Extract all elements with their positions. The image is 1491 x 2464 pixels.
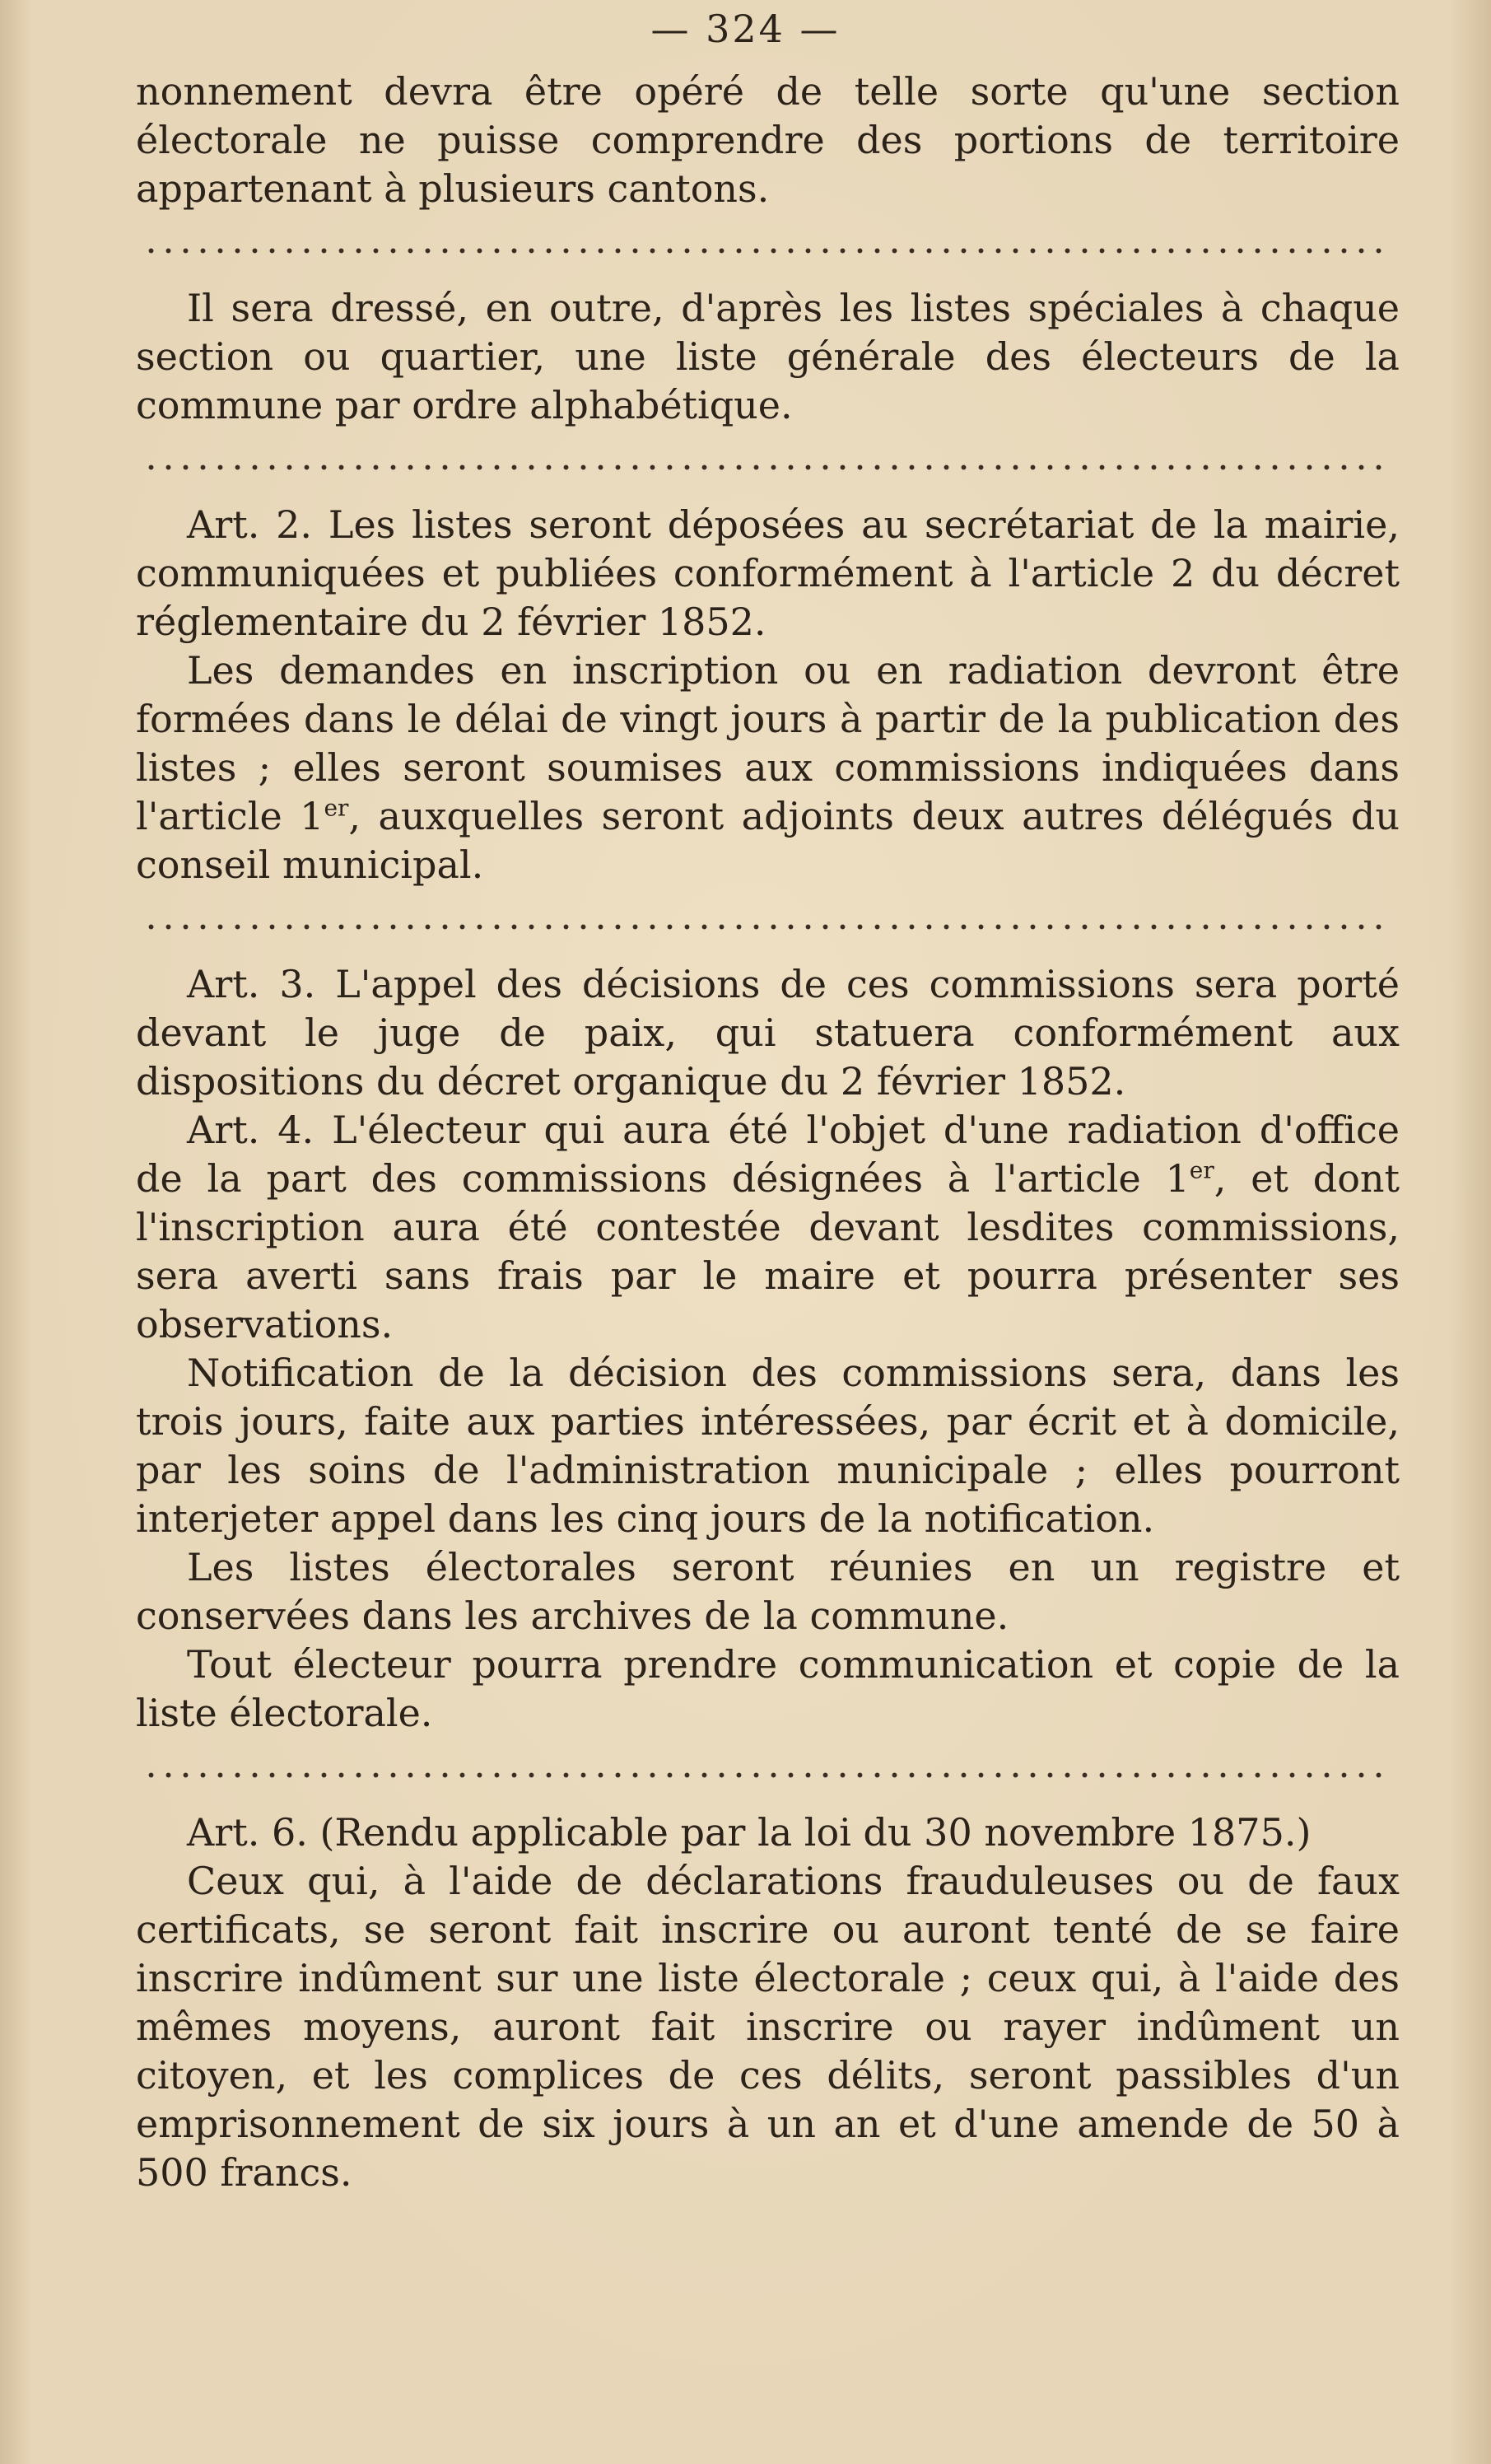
paragraph: Tout électeur pourra prendre communication et copie de la liste électorale. <box>136 1642 1400 1735</box>
page-body <box>136 68 1400 2197</box>
paragraph: Notification de la décision des commissions sera, dans les trois jours, faite aux parties intéressées, par écrit et à domicile, par les soins de l'administration municipale ; elles pourront interjeter appel dans les cinq jours de la notification. <box>136 1351 1400 1541</box>
paragraph: Il sera dressé, en outre, d'après les listes spéciales à chaque section ou quartier, une liste générale des électeurs de la commune par ordre alphabétique. <box>136 286 1400 427</box>
dotted-separator <box>136 213 1400 284</box>
paragraph: Art. 4. L'électeur qui aura été l'objet d'une radiation d'office de la part des commissions désignées à l'article 1er, et dont l'inscription aura été contestée devant lesdites commissions, sera averti sans frais par le maire et pourra présenter ses observations. <box>136 1108 1400 1346</box>
paragraph: Art. 6. (Rendu applicable par la loi du 30 novembre 1875.) <box>187 1810 1312 1855</box>
dotted-separator <box>136 889 1400 960</box>
paragraph: nonnement devra être opéré de telle sorte qu'une section électorale ne puisse comprendre des portions de territoire appartenant à plusieurs cantons. <box>136 69 1400 211</box>
paragraph: Ceux qui, à l'aide de déclarations frauduleuses ou de faux certificats, se seront fait inscrire ou auront tenté de se faire inscrire indûment sur une liste électorale ; ceux qui, à l'aide des mêmes moyens, auront fait inscrire ou rayer indûment un citoyen, et les complices de ces délits, seront passibles d'un emprisonnement de six jours à un an et d'une amende de 50 à 500 francs. <box>136 1859 1400 2195</box>
paragraph: Les demandes en inscription ou en radiation devront être formées dans le délai de vingt jours à partir de la publication des listes ; elles seront soumises aux commissions indiquées dans l'article 1er, auxquelles seront adjoints deux autres délégués du conseil municipal. <box>136 648 1400 887</box>
page-number: — 324 — <box>650 7 841 51</box>
paragraph: Art. 2. Les listes seront déposées au secrétariat de la mairie, communiquées et publiées conformément à l'article 2 du décret réglementaire du 2 février 1852. <box>136 502 1400 644</box>
dotted-separator <box>136 1738 1400 1808</box>
paragraph: Art. 3. L'appel des décisions de ces commissions sera porté devant le juge de paix, qui statuera conformément aux dispositions du décret organique du 2 février 1852. <box>136 962 1400 1104</box>
dotted-separator <box>136 430 1400 501</box>
paragraph: Les listes électorales seront réunies en un registre et conservées dans les archives de la commune. <box>136 1545 1400 1638</box>
